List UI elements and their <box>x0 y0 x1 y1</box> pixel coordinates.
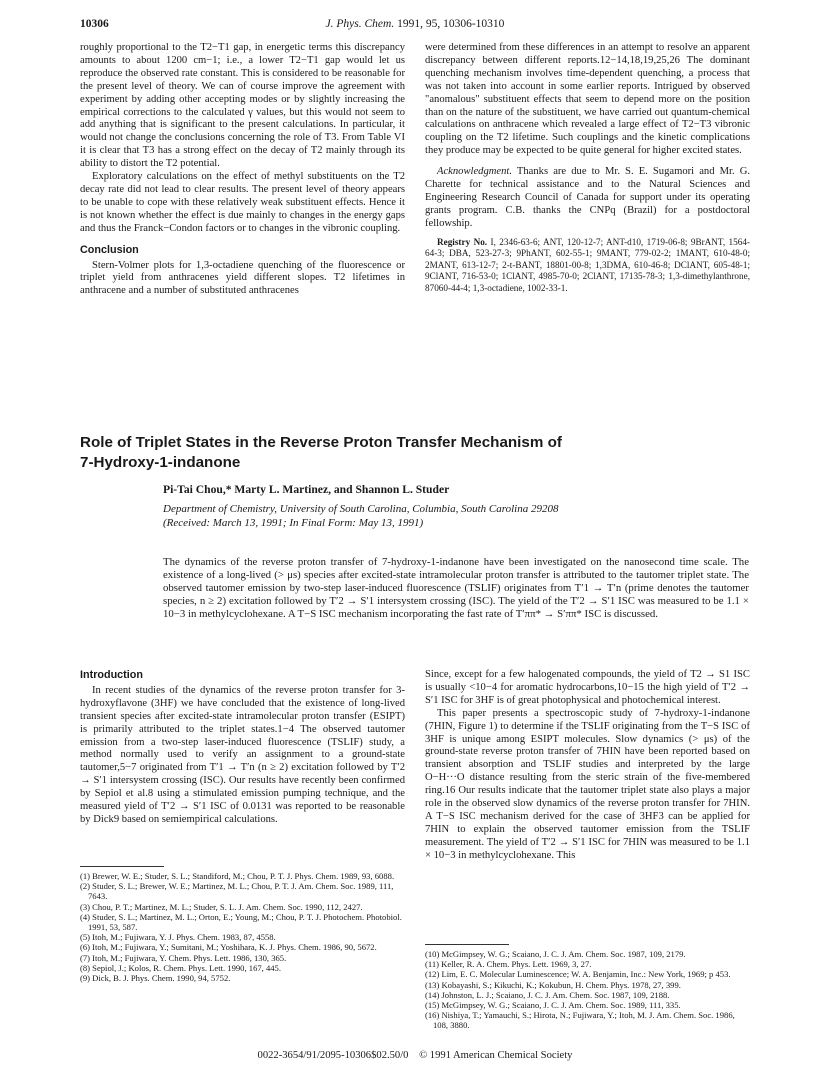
journal-name: J. Phys. Chem. <box>325 18 395 30</box>
affiliation: Department of Chemistry, University of South Carolina, Columbia, South Carolina 29208 <box>163 503 559 515</box>
reference-item: (10) McGimpsey, W. G.; Scaiano, J. C. J. Am. Chem. Soc. 1987, 109, 2179. <box>425 949 686 959</box>
reference-item: (8) Sepiol, J.; Kolos, R. Chem. Phys. Lett. 1990, 167, 445. <box>80 962 282 973</box>
received-dates: (Received: March 13, 1991; In Final Form: May 13, 1991) <box>163 516 424 529</box>
registry-label: Registry No. <box>437 236 488 247</box>
reference-item: (9) Dick, B. J. Phys. Chem. 1990, 94, 5752. <box>80 973 231 984</box>
registry-text: I, 2346-63-6; ANT, 120-12-7; ANT-d10, 1719-06-8; 9BrANT, 1564-64-3; DBA, 523-27-3; 9PhANT, 602-55-1; 9MANT, 779-02-2; 1MANT, 610-48-0; 2MANT, 613-12-7; 2-t-BANT, 18801-00-8; 1,3DMA, 610-46-8; DClANT, 605-48-1; 9ClANT, 716-53-0; 1ClANT, 4985-70-0; 2ClANT, 17135-78-3; 1,3-dimethylanthrone, 87060-44-4; 1,3-octadiene, 1002-33-1. <box>425 236 750 293</box>
reference-item: (5) Itoh, M.; Fujiwara, Y. J. Phys. Chem. 1983, 87, 4558. <box>80 932 276 943</box>
reference-item: (7) Itoh, M.; Fujiwara, Y. Chem. Phys. Lett. 1986, 130, 365. <box>80 952 287 963</box>
title-line-1: Role of Triplet States in the Reverse Proton Transfer Mechanism of <box>80 434 562 451</box>
intro-paragraph-1: In recent studies of the dynamics of the reverse proton transfer for 3-hydroxyflavone (3HF) we have concluded that the existence of long-lived transient species after excited-state intramolecular proton transfer (ESIPT) is primarily attributed to the triplet states.1−4 The observed tautomer emission from a two-step laser-induced fluorescence (TSLIF) study, a method normally used to verify an assignment to a ground-state tautomer,5−7 originated from T′1 → T′n (n ≥ 2) excitation followed by T′2 → S′1 intersystem crossing (ISC). Our results have recently been confirmed by Sepiol et al.8 using a stimulated emission pumping technique, and the measured yield of T′2 → S′1 ISC of 0.0131 was reported to be reasonable by Dick9 based on semiempirical calculations. <box>80 684 405 825</box>
copyright: © 1991 American Chemical Society <box>419 1050 573 1061</box>
references-left <box>80 871 405 983</box>
acknowledgment <box>425 166 750 231</box>
page-number: 10306 <box>80 18 109 30</box>
article-title <box>80 433 740 473</box>
conclusion-heading: Conclusion <box>80 243 139 256</box>
reference-item: (3) Chou, P. T.; Martinez, M. L.; Studer, S. L. J. Am. Chem. Soc. 1990, 112, 2427. <box>80 901 363 912</box>
prev-right-paragraph: were determined from these differences in an attempt to resolve an apparent discrepancy between different reports.12−14,18,19,25,26 The dominant quenching mechanism involves time-dependent quenching, a process that was not taken into account in some earlier reports. Intrigued by observed "anomalous" substituent effects that seem to depend more on the position than on the nature of the substituent, we have carried out quantum-chemical calculations on anthracene which revealed a large effect of T2−T3 vibronic coupling on the T2 lifetime. Such couplings and the kinetic complications they produce may be expected to be quite general for higher excited states. <box>425 42 750 157</box>
reference-item: (15) McGimpsey, W. G.; Scaiano, J. C. J. Am. Chem. Soc. 1989, 111, 335. <box>425 1000 681 1011</box>
running-header <box>80 18 750 34</box>
page-footer <box>80 1050 750 1061</box>
intro-paragraph-2: Since, except for a few halogenated compounds, the yield of T2 → S1 ISC is usually <10−4 for aromatic hydrocarbons,10−15 the high yield of T′2 → S′1 ISC for 3HF is of great photophysical and photochemical interest. <box>425 669 750 706</box>
ack-text: Thanks are due to Mr. S. E. Sugamori and Mr. G. Charette for technical assistance and to the Natural Sciences and Engineering Research Council of Canada for support under its operating grants program. C.B. thanks the CNPq (Brazil) for a postdoctoral fellowship. <box>425 166 750 229</box>
reference-item: (16) Nishiya, T.; Yamauchi, S.; Hirota, N.; Fujiwara, Y.; Itoh, M. J. Am. Chem. Soc. 1986, 108, 3880. <box>425 1010 735 1031</box>
prev-paragraph-1: roughly proportional to the T2−T1 gap, in energetic terms this discrepancy amounts to about 1200 cm−1; i.e., a lower T2−T1 gap would let us reproduce the observed rate constant. This is considered to be reasonable for the present level of theory. We can of course improve the agreement with experiment by adding other accepting modes or by slightly increasing the empirical corrections to the calculated γ values, but this would not seem to add anything that is significant to the present calculations. In particular, it would not change the conclusions concerning the role of T3. From Table VI it is clear that T3 has a strong effect on the decay of T2 mainly through its ability to distort the T2 potential. <box>80 42 405 170</box>
abstract: The dynamics of the reverse proton transfer of 7-hydroxy-1-indanone have been investigated on the nanosecond time scale. The existence of a long-lived (> μs) species after excited-state intramolecular proton transfer is attributed to the tautomer triplet state. The observed tautomer emission by two-step laser-induced fluorescence (TSLIF) originates from T′1 → T′n (prime denotes the tautomer species, n ≥ 2) excitation followed by T′2 → S′1 intersystem crossing (ISC). The yield of the T′2 → S′1 ISC was measured to be 1.1 × 10−3 in methylcyclohexane. A T−S ISC mechanism incorporating the fast rate of T′ππ* → S′ππ* ISC is discussed. <box>163 556 749 620</box>
reference-item: (13) Kobayashi, S.; Kikuchi, K.; Kokubun, H. Chem. Phys. 1978, 27, 399. <box>425 979 681 990</box>
intro-paragraph-3: This paper presents a spectroscopic study of 7-hydroxy-1-indanone (7HIN, Figure 1) to determine if the TSLIF originating from the T−S ISC of 3HF is unique among ESIPT molecules. Slow dynamics (> μs) of the ground-state reverse proton transfer of 7HIN have been reported based on transient absorption and TSLIF studies and interpreted by the large O−H···O distance resulting from the steric strain of the five-membered ring.16 Our results indicate that the tautomer triplet state also plays a major role in the observed slow dynamics of the reverse proton transfer for 7HIN. A T−S ISC mechanism derived for the case of 3HF3 can be applied for 7HIN to explain the observed tautomer emission from the TSLIF measurement. The yield of T′2 → S′1 ISC for 7HIN was measured to be 1.1 × 10−3 in methylcyclohexane. This <box>425 707 750 861</box>
prev-article-left-column <box>80 42 405 298</box>
intro-right-column <box>425 669 750 863</box>
reference-item: (1) Brewer, W. E.; Studer, S. L.; Standiford, M.; Chou, P. T. J. Phys. Chem. 1989, 93, 6088. <box>80 871 395 881</box>
footnote-rule-left <box>80 866 164 867</box>
reference-item: (2) Studer, S. L.; Brewer, W. E.; Martinez, M. L.; Chou, P. T. J. Am. Chem. Soc. 1989, 111, 7643. <box>80 881 394 902</box>
journal-year-volume: 1991, 95, 10306-10310 <box>397 18 505 30</box>
references-right <box>425 949 750 1031</box>
footnote-rule-right <box>425 944 509 945</box>
prev-article-right-column <box>425 42 750 294</box>
reference-item: (12) Lim, E. C. Molecular Luminescence; W. A. Benjamin, Inc.: New York, 1969; p 453. <box>425 969 731 980</box>
reference-item: (14) Johnston, L. J.; Scaiano, J. C. J. Am. Chem. Soc. 1987, 109, 2188. <box>425 989 670 1000</box>
introduction-heading: Introduction <box>80 669 143 681</box>
affiliation-block <box>163 503 723 530</box>
ack-label: Acknowledgment. <box>437 166 513 178</box>
title-line-2: 7-Hydroxy-1-indanone <box>80 454 241 471</box>
intro-left-column <box>80 669 405 827</box>
registry-numbers <box>425 237 750 295</box>
reference-item: (6) Itoh, M.; Fujiwara, Y.; Sumitani, M.; Yoshihara, K. J. Phys. Chem. 1986, 90, 5672. <box>80 942 377 953</box>
journal-citation <box>80 18 750 30</box>
reference-item: (4) Studer, S. L.; Martinez, M. L.; Orton, E.; Young, M.; Chou, P. T. J. Photochem. Photobiol. 1991, 53, 587. <box>80 911 402 933</box>
authors: Pi-Tai Chou,* Marty L. Martinez, and Shannon L. Studer <box>163 483 450 496</box>
prev-paragraph-2: Exploratory calculations on the effect of methyl substituents on the T2 decay rate did not lead to clear results. The present level of theory appears to be unable to cope with these relatively weak substituent effects. Hence it is not known whether the effect is due mainly to changes in the energy gaps and thus the Franck−Condon factors or to changes in the vibronic coupling. <box>80 171 405 234</box>
reference-item: (11) Keller, R. A. Chem. Phys. Lett. 1969, 3, 27. <box>425 959 592 970</box>
conclusion-text: Stern-Volmer plots for 1,3-octadiene quenching of the fluorescence or triplet yield from anthracenes yield different slopes. T2 lifetimes in anthracene and a number of substituted anthracenes <box>80 259 405 297</box>
article-code: 0022-3654/91/2095-10306$02.50/0 <box>257 1050 409 1061</box>
